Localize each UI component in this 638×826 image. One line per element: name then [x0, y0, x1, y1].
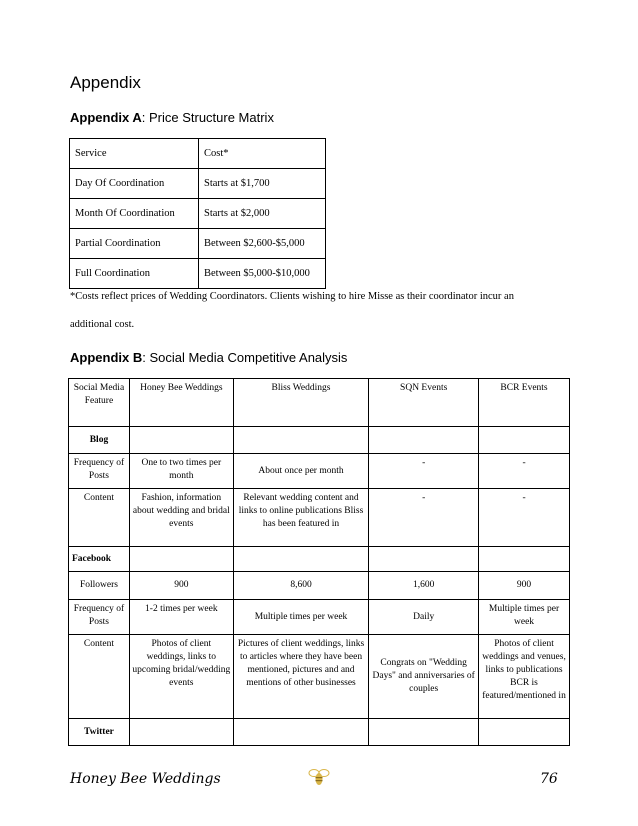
table-cell	[369, 719, 479, 746]
table-row	[69, 489, 570, 547]
table-cell: One to two times per month	[129, 454, 233, 489]
column-header: SQN Events	[369, 379, 479, 427]
table-cell	[369, 427, 479, 454]
table-cell	[479, 547, 570, 572]
column-header: Bliss Weddings	[233, 379, 369, 427]
price-footnote: *Costs reflect prices of Wedding Coordinators. Clients wishing to hire Misse as their coordinator incur an additional cost.	[70, 291, 514, 330]
section-label-blog: Blog	[69, 427, 130, 454]
table-cell: 1-2 times per week	[129, 600, 233, 635]
price-structure-table	[69, 138, 326, 289]
table-cell: Photos of client weddings and venues, links to publications BCR is featured/mentioned in	[479, 635, 570, 719]
bee-icon	[308, 767, 330, 787]
table-cell	[369, 547, 479, 572]
appendix-a-subtitle: : Price Structure Matrix	[141, 110, 274, 125]
table-cell: Frequency of Posts	[69, 454, 130, 489]
table-cell: Relevant wedding content and links to online publications Bliss has been featured in	[233, 489, 369, 547]
appendix-b-label: Appendix B	[70, 350, 143, 365]
table-cell: Starts at $1,700	[199, 169, 326, 199]
table-cell: -	[369, 489, 479, 547]
page-heading: Appendix	[70, 73, 141, 92]
section-row	[69, 719, 570, 746]
table-cell: Multiple times per week	[233, 600, 369, 635]
table-header-row	[69, 379, 570, 427]
table-cell: 900	[129, 572, 233, 600]
table-cell: Starts at $2,000	[199, 199, 326, 229]
table-row	[69, 572, 570, 600]
table-cell: Month Of Coordination	[70, 199, 199, 229]
table-row	[70, 199, 326, 229]
appendix-b-subtitle: : Social Media Competitive Analysis	[142, 350, 348, 365]
table-cell	[129, 427, 233, 454]
column-header: BCR Events	[479, 379, 570, 427]
table-cell: 900	[479, 572, 570, 600]
table-cell	[479, 719, 570, 746]
appendix-a-label: Appendix A	[70, 110, 142, 125]
section-row	[69, 427, 570, 454]
table-cell: Multiple times per week	[479, 600, 570, 635]
table-cell: Frequency of Posts	[69, 600, 130, 635]
table-cell: Cost*	[199, 139, 326, 169]
table-cell: Service	[70, 139, 199, 169]
table-cell: Daily	[369, 600, 479, 635]
table-cell: About once per month	[233, 454, 369, 489]
table-cell	[233, 719, 369, 746]
table-cell	[233, 547, 369, 572]
appendix-a-title	[70, 110, 274, 125]
column-header: Social Media Feature	[69, 379, 130, 427]
table-row	[69, 454, 570, 489]
table-row	[69, 600, 570, 635]
section-label-facebook: Facebook	[69, 547, 130, 572]
table-cell	[479, 427, 570, 454]
table-cell: Between $2,600-$5,000	[199, 229, 326, 259]
table-cell: -	[369, 454, 479, 489]
table-cell: 8,600	[233, 572, 369, 600]
social-media-table	[68, 378, 570, 746]
table-cell: Pictures of client weddings, links to articles where they have been mentioned, pictures and and mentions of other businesses	[233, 635, 369, 719]
page-number: 76	[540, 771, 558, 787]
table-row	[70, 229, 326, 259]
footer-brand: Honey Bee Weddings	[70, 771, 221, 787]
column-header: Honey Bee Weddings	[129, 379, 233, 427]
appendix-b-title	[70, 350, 347, 365]
table-cell: Photos of client weddings, links to upcoming bridal/wedding events	[129, 635, 233, 719]
table-cell: Between $5,000-$10,000	[199, 259, 326, 289]
table-cell: -	[479, 489, 570, 547]
table-row	[70, 139, 326, 169]
table-cell	[129, 719, 233, 746]
table-cell: Congrats on "Wedding Days" and anniversaries of couples	[369, 635, 479, 719]
table-cell	[129, 547, 233, 572]
table-cell: 1,600	[369, 572, 479, 600]
table-cell: Fashion, information about wedding and bridal events	[129, 489, 233, 547]
section-label-twitter: Twitter	[69, 719, 130, 746]
section-row	[69, 547, 570, 572]
table-row	[69, 635, 570, 719]
table-cell: Content	[69, 489, 130, 547]
table-cell: Content	[69, 635, 130, 719]
table-cell: Day Of Coordination	[70, 169, 199, 199]
table-cell: Followers	[69, 572, 130, 600]
table-cell: Partial Coordination	[70, 229, 199, 259]
table-row	[70, 169, 326, 199]
table-cell: Full Coordination	[70, 259, 199, 289]
table-cell: -	[479, 454, 570, 489]
table-cell	[233, 427, 369, 454]
